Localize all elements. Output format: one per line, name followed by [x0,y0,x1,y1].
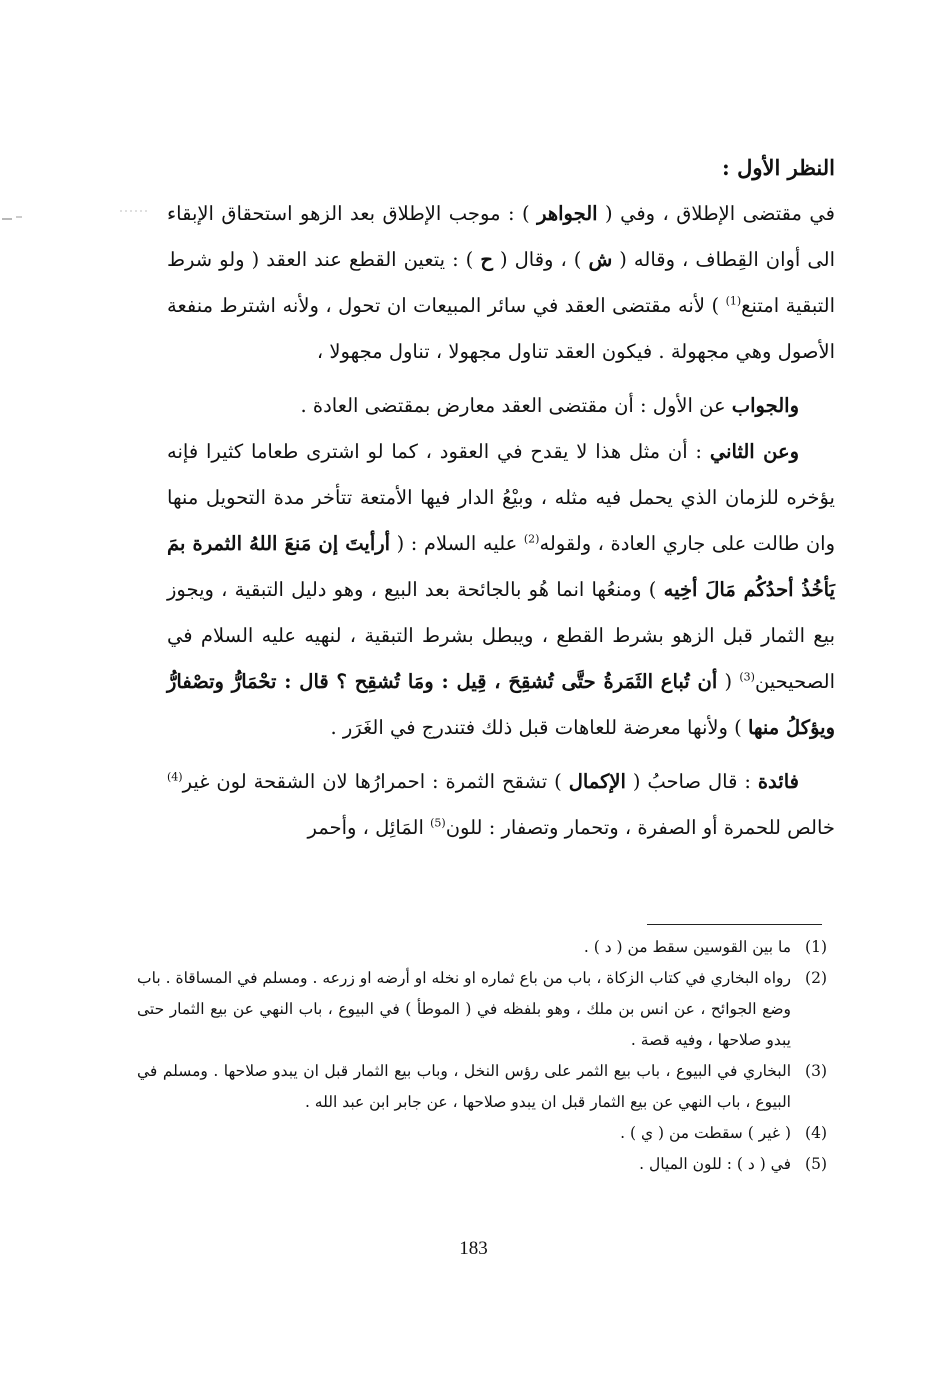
paragraph-4 [167,759,835,851]
bold-text: الإكمال [568,770,626,793]
text-run: : قال صاحبُ ( [625,770,758,793]
paragraph-1 [167,191,835,375]
text-run: عن الأول : أن مقتضى العقد معارض بمقتضى العادة . [300,394,732,417]
bold-text: ح [480,248,493,271]
section-heading: النظر الأول : [722,155,835,180]
footnote-2 [137,963,827,1056]
paragraph-3 [167,429,835,751]
text-run: المَائِل ، وأحمر [307,816,431,839]
text-run: ) ولأنها معرضة للعاهات قبل ذلك فتندرج في الغَرَر . [330,716,748,739]
bold-text: وعن الثاني [709,440,799,463]
text-run: ( [717,670,740,693]
footnote-number: (4) [805,1124,827,1142]
main-text [167,145,835,851]
footnote-number: (3) [805,1062,827,1080]
hadith-quote: أرأيتَ إن مَنعَ اللهُ الثمرة بمَ يَأخُذُ أحدُكُم مَالَ أخِيه [167,532,836,601]
bold-text: ش [588,248,613,271]
footnote-ref-1[interactable]: (1) [725,294,742,308]
bold-text: والجواب [731,394,799,417]
page-number: 183 [459,1238,488,1259]
footnote-4 [137,1118,827,1149]
text-run: خالص للحمرة أو الصفرة ، وتحمار وتصفار : للون [445,816,835,839]
hadith-quote: أن تُباع الثَمَرةُ حتَّى تُشقِحَ ، قِيل : ومَا تُشقِح ؟ قال : تحْمَارُّ وتصْفارُّ ويؤكلُ منها [167,670,835,739]
text-run: ) ، وقال ( [492,248,589,271]
footnote-number: (1) [805,938,827,956]
footnote-3 [137,1056,827,1118]
footnote-5 [137,1149,827,1180]
text-run: ) : موجب الإطلاق بعد الزهو استحقاق الإبقاء الى أوان القِطاف ، وقاله ( [167,202,835,271]
footnote-ref-2[interactable]: (2) [523,532,540,546]
footnote-number: (5) [805,1155,827,1173]
footnote-1 [137,932,827,963]
text-run: ) : يتعين القطع عند العقد ( ولو شرط التبقية امتنع [167,248,835,317]
text-run: ) تشقح الثمرة : احمرارُها لان الشقحة لون غير [182,770,569,793]
text-run: : أن مثل هذا لا يقدح في العقود ، كما لو اشترى طعاما كثيرا فإنه يؤخره للزمان الذي يحمل فيه مثله ، وبيْعُ الدار فيها الأمتعة تتأخر مدة التحويل منها وان طالت على جاري العادة ، ولقوله [167,440,835,555]
text-run: في مقتضى الإطلاق ، وفي ( [597,202,835,225]
footnote-ref-4[interactable]: (4) [167,770,183,784]
paragraph-2 [167,383,835,429]
footnote-ref-3[interactable]: (3) [739,670,755,684]
footnote-text: البخاري في البيوع ، باب بيع الثمر على رؤس النخل ، وباب بيع الثمار قبل ان يبدو صلاحها . ومسلم في البيوع ، باب النهي عن بيع الثمار قبل ان يبدو صلاحها ، عن جابر ابن عبد الله . [137,1062,791,1111]
text-run: ) ومنعُها انما هُو بالجائحة بعد البيع ، وهو دليل التبقية ، ويجوز بيع الثمار قبل الزهو بشرط القطع ، ويبطل بشرط التبقية ، لنهيه عليه السلام في الصحيحين [167,578,835,693]
footnote-text: ما بين القوسين سقط من ( د ) . [583,938,791,956]
text-run: ) لأنه مقتضى العقد في سائر المبيعات ان تحول ، ولأنه اشترط منفعة الأصول وهي مجهولة . فيكون العقد تناول مجهولا ، تناول مجهولا ، [167,294,835,363]
footnote-number: (2) [805,969,827,987]
bold-text: فائدة [757,770,799,793]
footnote-text: ( غير ) سقطت من ( ي ) . [620,1124,791,1142]
footnote-separator [647,924,822,925]
scan-marks [0,205,160,235]
footnote-ref-5[interactable]: (5) [430,816,446,830]
footnote-text: في ( د ) : للون الميال . [639,1155,791,1173]
bold-text: الجواهر [537,202,598,225]
footnote-text: رواه البخاري في كتاب الزكاة ، باب من باع ثماره او نخله او أرضه او زرعه . ومسلم في المساقاة . باب وضع الجوائح ، عن انس بن ملك ، وهو بلفظه في ( الموطأ ) في البيوع ، باب النهي عن بيع الثمار حتى يبدو صلاحها ، وفيه قصة . [137,969,791,1049]
text-run: عليه السلام : ( [390,532,524,555]
footnotes [137,932,827,1180]
